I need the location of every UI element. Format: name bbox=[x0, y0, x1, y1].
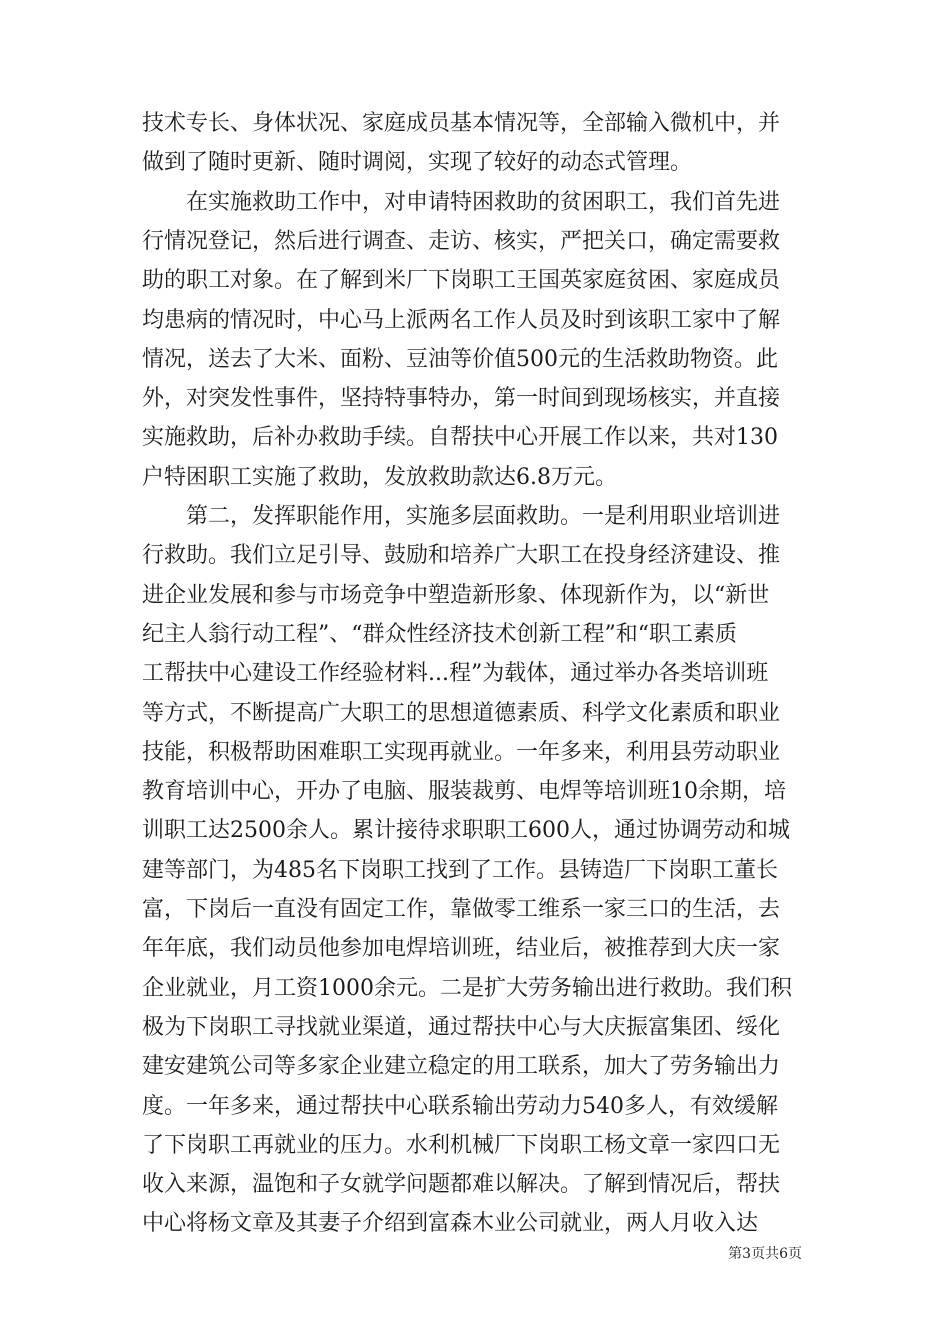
text-line: 度。一年多来，通过帮扶中心联系输出劳动力540多人，有效缓解 bbox=[142, 1093, 778, 1119]
text-line: 建安建筑公司等多家企业建立稳定的用工联系，加大了劳务输出力 bbox=[142, 1054, 781, 1080]
text-line: 工帮扶中心建设工作经验材料...程”为载体，通过举办各类培训班 bbox=[142, 661, 769, 687]
text-line: 行情况登记，然后进行调查、走访、核实，严把关口，确定需要救 bbox=[142, 228, 781, 254]
text-line: 助的职工对象。在了解到米厂下岗职工王国英家庭贫困、家庭成员 bbox=[142, 268, 781, 294]
text-line: 技术专长、身体状况、家庭成员基本情况等，全部输入微机中，并 bbox=[142, 111, 781, 136]
text-line: 外，对突发性事件，坚持特事特办，第一时间到现场核实，并直接 bbox=[142, 386, 781, 412]
text-line: 第二，发挥职能作用，实施多层面救助。一是利用职业培训进 bbox=[142, 504, 781, 529]
text-line: 在实施救助工作中，对申请特困救助的贫困职工，我们首先进 bbox=[142, 189, 781, 215]
text-line: 训职工达2500余人。累计接待求职职工600人，通过协调劳动和城 bbox=[142, 818, 790, 844]
text-line: 年年底，我们动员他参加电焊培训班，结业后，被推荐到大庆一家 bbox=[142, 936, 781, 962]
text-line: 中心将杨文章及其妻子介绍到富森木业公司就业，两人月收入达 bbox=[142, 1211, 759, 1237]
text-line: 收入来源，温饱和子女就学问题都难以解决。了解到情况后，帮扶 bbox=[142, 1172, 781, 1198]
text-line: 均患病的情况时，中心马上派两名工作人员及时到该职工家中了解 bbox=[142, 307, 781, 333]
text-line: 户特困职工实施了救助，发放救助款达6.8万元。 bbox=[142, 464, 617, 490]
text-line: 极为下岗职工寻找就业渠道，通过帮扶中心与大庆振富集团、绥化 bbox=[142, 1014, 781, 1040]
text-line: 富，下岗后一直没有固定工作，靠做零工维系一家三口的生活，去 bbox=[142, 897, 781, 922]
text-line: 教育培训中心，开办了电脑、服装裁剪、电焊等培训班10余期，培 bbox=[142, 779, 786, 805]
page-indicator: 第3页共6页 bbox=[728, 1246, 802, 1262]
text-line: 进企业发展和参与市场竞争中塑造新形象、体现新作为，以“新世 bbox=[142, 582, 770, 608]
text-line: 行救助。我们立足引导、鼓励和培养广大职工在投身经济建设、推 bbox=[142, 543, 781, 569]
text-line: 了下岗职工再就业的压力。水利机械厂下岗职工杨文章一家四口无 bbox=[142, 1132, 781, 1158]
text-line: 实施救助，后补办救助手续。自帮扶中心开展工作以来，共对130 bbox=[142, 425, 778, 451]
text-line: 建等部门，为485名下岗职工找到了工作。县铸造厂下岗职工董长 bbox=[142, 857, 778, 883]
text-line: 纪主人翁行动工程”、“群众性经济技术创新工程”和“职工素质 bbox=[142, 621, 737, 647]
text-line: 做到了随时更新、随时调阅，实现了较好的动态式管理。 bbox=[142, 150, 693, 176]
text-line: 技能，积极帮助困难职工实现再就业。一年多来，利用县劳动职业 bbox=[142, 739, 781, 765]
text-line: 情况，送去了大米、面粉、豆油等价值500元的生活救助物资。此 bbox=[142, 346, 778, 372]
text-line: 等方式，不断提高广大职工的思想道德素质、科学文化素质和职业 bbox=[142, 700, 781, 726]
text-line: 企业就业，月工资1000余元。二是扩大劳务输出进行救助。我们积 bbox=[142, 975, 792, 1001]
